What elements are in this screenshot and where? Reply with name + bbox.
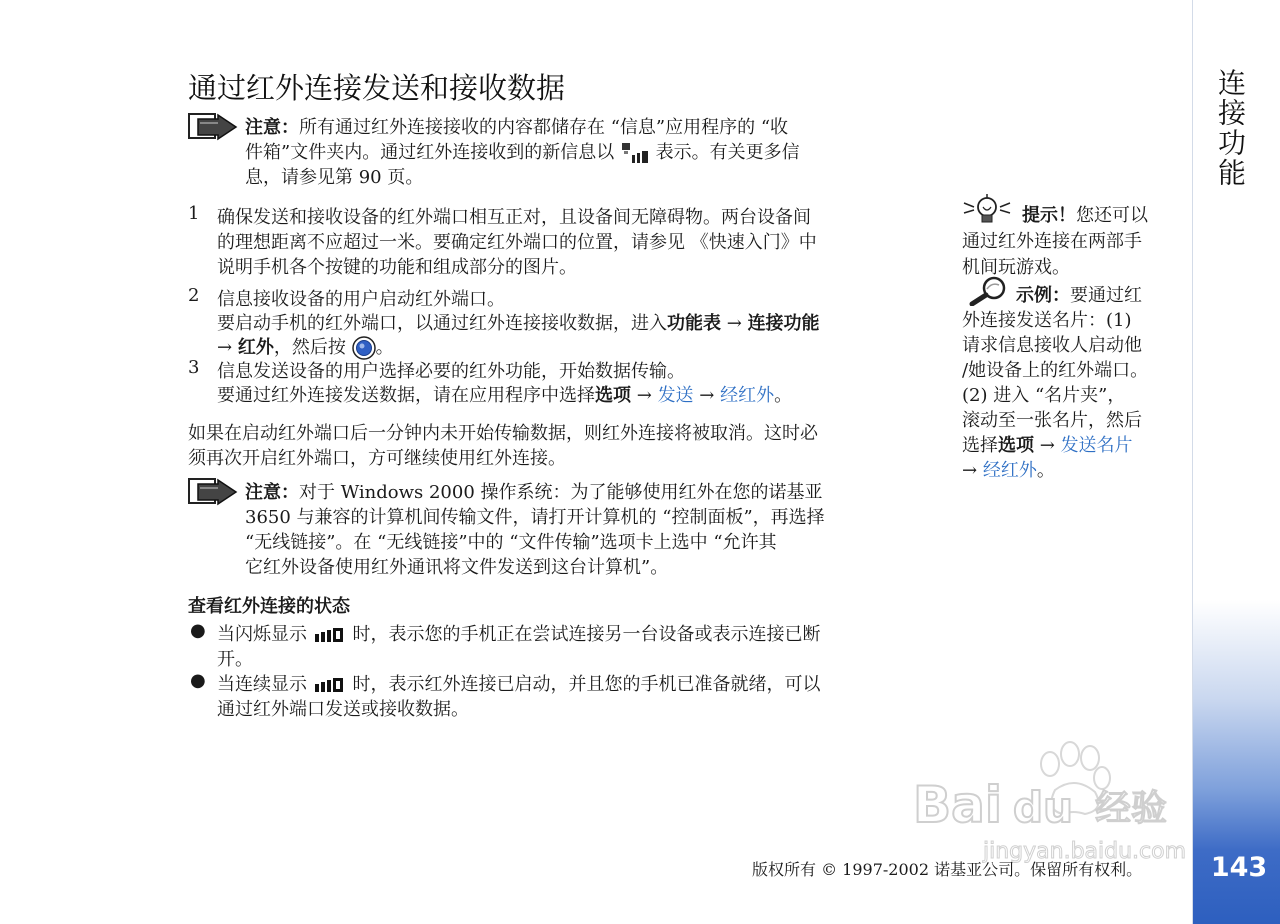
example-line-4: /她设备上的红外端口。 bbox=[962, 360, 1149, 381]
svg-text:经验: 经验 bbox=[1095, 788, 1168, 829]
status-bullet-1-line-2: 开。 bbox=[217, 649, 253, 670]
bullet-dot: ● bbox=[190, 670, 206, 691]
menu-path-infrared: 红外 bbox=[237, 337, 274, 358]
tip-line-2: 通过红外连接在两部手 bbox=[962, 231, 1142, 252]
step-2-line-1: 信息接收设备的用户启动红外端口。 bbox=[217, 289, 505, 310]
menu-path-connectivity: 连接功能 bbox=[747, 313, 820, 334]
step-1-line-3: 说明手机各个按键的功能和组成部分的图片。 bbox=[217, 257, 577, 278]
step-3-number: 3 bbox=[188, 357, 200, 378]
example-label: 示例： bbox=[1016, 285, 1070, 306]
footer-copyright: 版权所有 © 1997-2002 诺基亚公司。保留所有权利。 bbox=[752, 860, 1143, 879]
step-2-number: 2 bbox=[188, 285, 200, 306]
infrared-message-icon bbox=[620, 141, 650, 165]
bullet-dot: ● bbox=[190, 620, 206, 641]
step-3-line-1: 信息发送设备的用户选择必要的红外功能，开始数据传输。 bbox=[217, 361, 685, 382]
step-2-line-2: 要启动手机的红外端口，以通过红外连接接收数据，进入功能表 → 连接功能 bbox=[217, 313, 820, 334]
step-1-line-1: 确保发送和接收设备的红外端口相互正对，且设备间无障碍物。两台设备间 bbox=[217, 207, 811, 228]
magnifier-example-icon bbox=[968, 276, 1010, 306]
step-1-line-2: 的理想距离不应超过一米。要确定红外端口的位置，请参见 《快速入门》中 bbox=[217, 232, 817, 253]
example-line-1: 示例：要通过红 bbox=[1016, 285, 1142, 306]
menu-path-send: 发送 bbox=[657, 385, 694, 406]
note-2-line-1: 注意：对于 Windows 2000 操作系统：为了能够使用红外在您的诺基亚 bbox=[245, 482, 823, 503]
infrared-status-icon bbox=[313, 626, 347, 644]
status-bullet-2-line-1: 当连续显示 时，表示红外连接已启动，并且您的手机已准备就绪，可以 bbox=[217, 674, 821, 695]
note-1-label: 注意： bbox=[245, 117, 299, 138]
menu-path-via-infrared: 经红外 bbox=[720, 385, 775, 406]
page-title: 通过红外连接发送和接收数据 bbox=[188, 71, 566, 105]
note-1-line-2: 件箱”文件夹内。通过红外连接收到的新信息以 表示。有关更多信 bbox=[245, 142, 800, 163]
example-line-2: 外连接发送名片：(1) bbox=[962, 310, 1132, 331]
step-2-line-3: → 红外，然后按 。 bbox=[217, 337, 394, 358]
example-menu-options: 选项 bbox=[998, 435, 1034, 456]
example-line-6: 滚动至一张名片，然后 bbox=[962, 410, 1142, 431]
status-bullet-2-line-2: 通过红外端口发送或接收数据。 bbox=[217, 699, 469, 720]
section-heading-ir-status: 查看红外连接的状态 bbox=[188, 596, 350, 617]
svg-text:jingyan.baidu.com: jingyan.baidu.com bbox=[983, 839, 1187, 864]
example-line-5: (2) 进入 “名片夹”， bbox=[962, 385, 1126, 406]
note-hand-icon bbox=[188, 478, 244, 510]
infrared-status-icon bbox=[313, 676, 347, 694]
tip-line-1: 提示！您还可以 bbox=[1022, 205, 1148, 226]
note-1-line-3: 息，请参见第 90 页。 bbox=[245, 167, 424, 188]
note-2-label: 注意： bbox=[245, 482, 299, 503]
timeout-paragraph-line-2: 须再次开启红外端口，方可继续使用红外连接。 bbox=[188, 448, 566, 469]
lightbulb-tip-icon bbox=[962, 193, 1012, 225]
example-menu-via-infrared: 经红外 bbox=[982, 460, 1037, 481]
example-line-3: 请求信息接收人启动他 bbox=[962, 335, 1142, 356]
note-2-line-2: 3650 与兼容的计算机间传输文件，请打开计算机的 “控制面板”，再选择 bbox=[245, 507, 825, 528]
example-line-7: 选择选项 → 发送名片 bbox=[962, 435, 1133, 456]
note-2-line-4: 它红外设备使用红外通讯将文件发送到这台计算机”。 bbox=[245, 557, 669, 578]
example-menu-send-card: 发送名片 bbox=[1060, 435, 1133, 456]
step-3-line-2: 要通过红外连接发送数据，请在应用程序中选择选项 → 发送 → 经红外。 bbox=[217, 385, 793, 406]
status-bullet-1-line-1: 当闪烁显示 时，表示您的手机正在尝试连接另一台设备或表示连接已断 bbox=[217, 624, 821, 645]
note-1-line-1: 注意：所有通过红外连接接收的内容都储存在 “信息”应用程序的 “收 bbox=[245, 117, 789, 138]
svg-text:Bai: Bai bbox=[913, 776, 1002, 834]
note-2-line-3: “无线链接”。在 “无线链接”中的 “文件传输”选项卡上选中 “允许其 bbox=[245, 532, 777, 553]
timeout-paragraph-line-1: 如果在启动红外端口后一分钟内未开始传输数据，则红外连接将被取消。这时必 bbox=[188, 423, 818, 444]
svg-text:du: du bbox=[1013, 783, 1073, 832]
menu-path-menu: 功能表 bbox=[667, 313, 721, 334]
step-1-number: 1 bbox=[188, 203, 200, 224]
tip-label: 提示！ bbox=[1022, 205, 1076, 226]
example-line-8: → 经红外。 bbox=[962, 460, 1055, 481]
chapter-side-title: 连接功能 bbox=[1214, 68, 1247, 188]
menu-path-options: 选项 bbox=[595, 385, 631, 406]
note-hand-icon bbox=[188, 113, 244, 145]
page-number: 143 bbox=[1210, 852, 1268, 883]
tip-line-3: 机间玩游戏。 bbox=[962, 257, 1070, 278]
